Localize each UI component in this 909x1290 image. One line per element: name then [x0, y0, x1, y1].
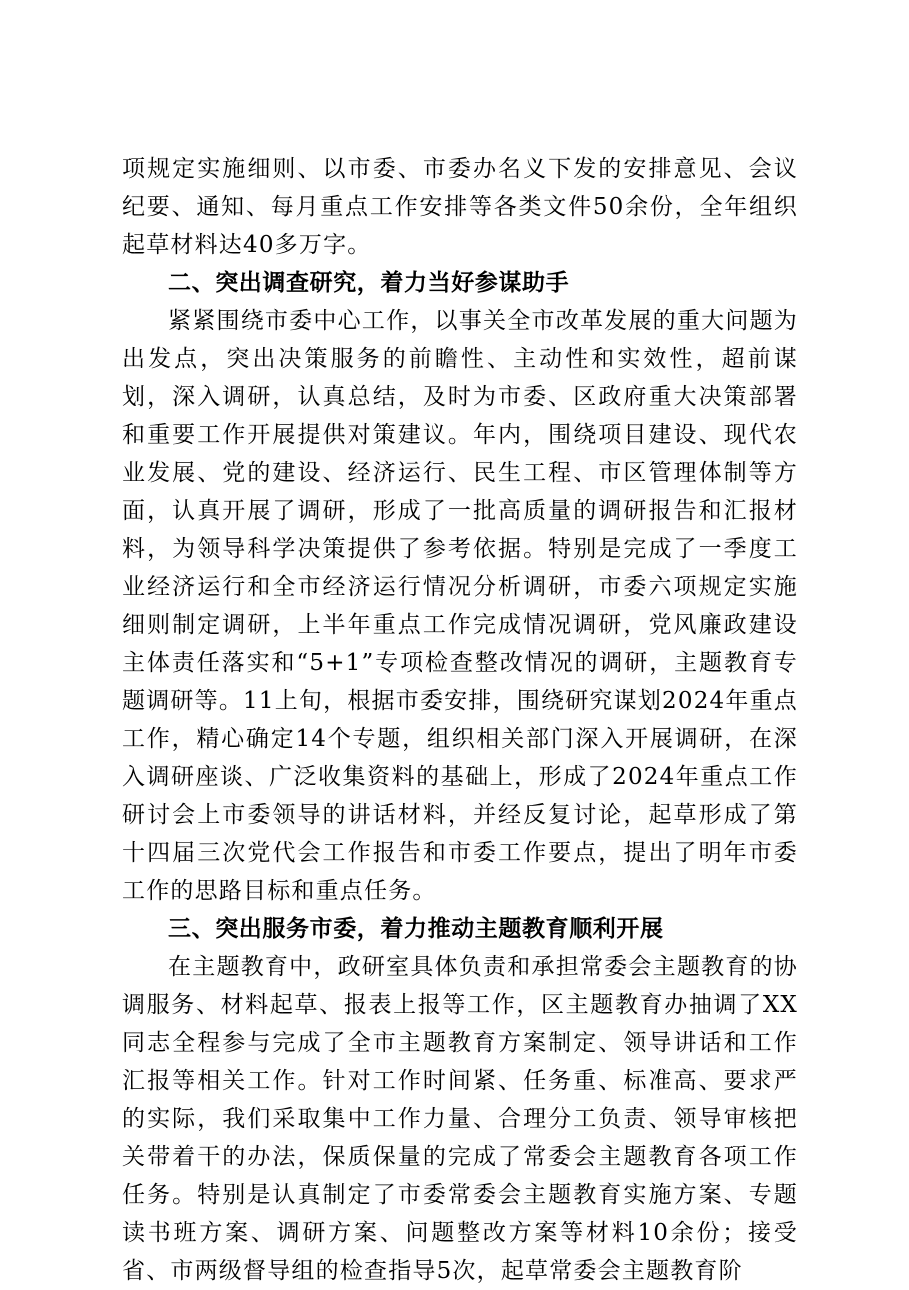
paragraph-continued: 项规定实施细则、以市委、市委办名义下发的安排意见、会议纪要、通知、每月重点工作安排等各类文件50余份，全年组织起草材料达40多万字。 — [122, 156, 798, 258]
section-body-2: 紧紧围绕市委中心工作，以事关全市改革发展的重大问题为出发点，突出决策服务的前瞻性、主动性和实效性，超前谋划，深入调研，认真总结，及时为市委、区政府重大决策部署和重要工作开展提供对策建议。年内，围绕项目建设、现代农业发展、党的建设、经济运行、民生工程、市区管理体制等方面，认真开展了调研，形成了一批高质量的调研报告和汇报材料，为领导科学决策提供了参考依据。特别是完成了一季度工业经济运行和全市经济运行情况分析调研，市委六项规定实施细则制定调研，上半年重点工作完成情况调研，党风廉政建设主体责任落实和“5+1”专项检查整改情况的调研，主题教育专题调研等。11上旬，根据市委安排，围绕研究谋划2024年重点工作，精心确定14个专题，组织相关部门深入开展调研，在深入调研座谈、广泛收集资料的基础上，形成了2024年重点工作研讨会上市委领导的讲话材料，并经反复讨论，起草形成了第十四届三次党代会工作报告和市委工作要点，提出了明年市委工作的思路目标和重点任务。 — [122, 308, 798, 904]
document-body — [122, 150, 798, 1290]
section-body-3: 在主题教育中，政研室具体负责和承担常委会主题教育的协调服务、材料起草、报表上报等工作，区主题教育办抽调了XX同志全程参与完成了全市主题教育方案制定、领导讲话和工作汇报等相关工作。针对工作时间紧、任务重、标准高、要求严的实际，我们采取集中工作力量、合理分工负责、领导审核把关带着干的办法，保质保量的完成了常委会主题教育各项工作任务。特别是认真制定了市委常委会主题教育实施方案、专题读书班方案、调研方案、问题整改方案等材料10余份；接受省、市两级督导组的检查指导5次，起草常委会主题教育阶 — [122, 954, 798, 1284]
section-heading-3: 三、突出服务市委，着力推动主题教育顺利开展 — [168, 916, 664, 942]
section-heading-2: 二、突出调查研究，着力当好参谋助手 — [168, 270, 570, 296]
